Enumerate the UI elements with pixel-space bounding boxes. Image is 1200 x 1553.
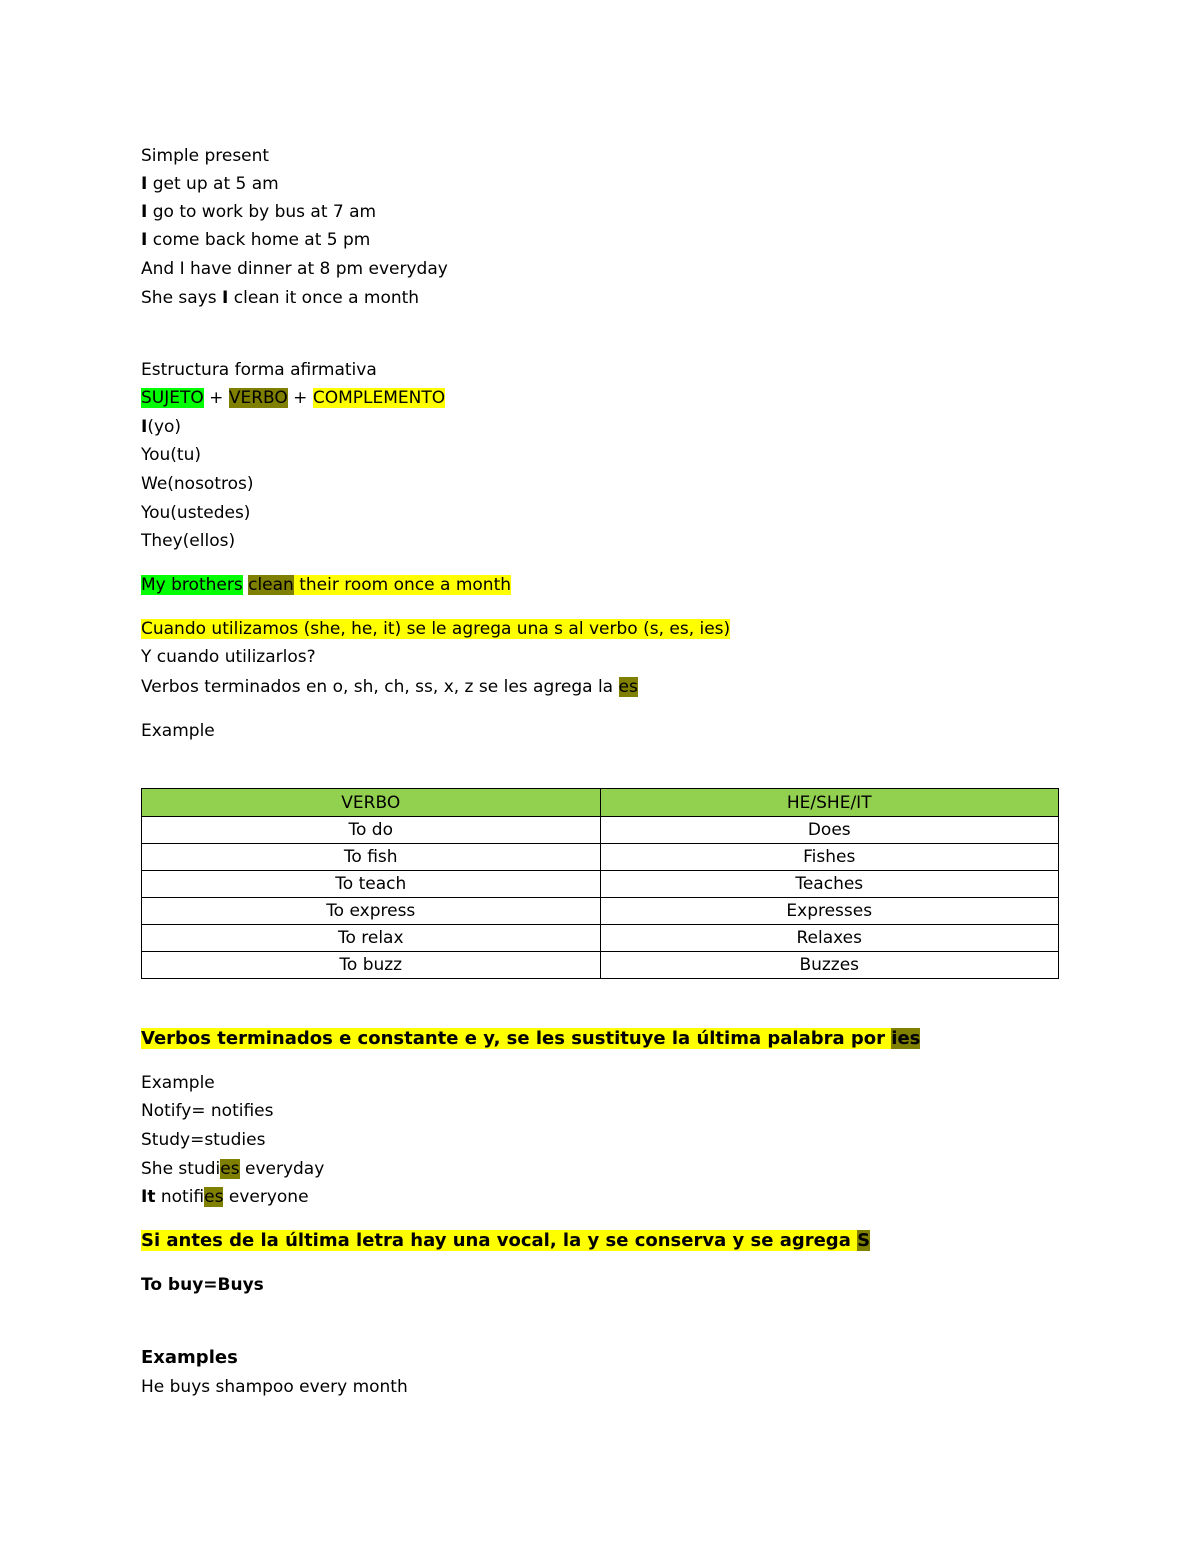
table-row: [142, 844, 1059, 871]
sentence-line: I go to work by bus at 7 am: [141, 202, 377, 222]
table-cell: Expresses: [600, 898, 1059, 925]
table-row: [142, 871, 1059, 898]
column-header: HE/SHE/IT: [600, 789, 1059, 817]
verb-table: [141, 788, 1059, 979]
pronoun-line: You(tu): [141, 445, 202, 465]
pronoun-line: You(ustedes): [141, 503, 251, 523]
sentence-line: I come back home at 5 pm: [141, 230, 371, 250]
table-row: [142, 925, 1059, 952]
question-line: Y cuando utilizarlos?: [141, 647, 316, 667]
table-header-row: [142, 789, 1059, 817]
endings-line: Verbos terminados en o, sh, ch, ss, x, z se les agrega la es: [141, 677, 638, 697]
table-cell: Buzzes: [600, 952, 1059, 979]
verb-highlight: VERBO: [228, 388, 288, 408]
table-cell: To do: [142, 817, 601, 844]
example-line: He buys shampoo every month: [141, 1377, 408, 1397]
example-label: Example: [141, 1073, 215, 1093]
rule-heading: Verbos terminados e constante e y, se les sustituye la última palabra por ies: [141, 1028, 921, 1049]
table-cell: Relaxes: [600, 925, 1059, 952]
table-cell: To express: [142, 898, 601, 925]
subject-highlight: SUJETO: [141, 388, 204, 408]
table-cell: To relax: [142, 925, 601, 952]
examples-heading: Examples: [141, 1347, 238, 1368]
table-cell: To fish: [142, 844, 601, 871]
table-cell: Teaches: [600, 871, 1059, 898]
pronoun-line: They(ellos): [141, 531, 236, 551]
example-label: Example: [141, 721, 215, 741]
table-row: [142, 898, 1059, 925]
sentence-line: And I have dinner at 8 pm everyday: [141, 259, 448, 279]
table-cell: To teach: [142, 871, 601, 898]
table-cell: Fishes: [600, 844, 1059, 871]
buy-line: To buy=Buys: [141, 1275, 264, 1295]
rule-heading: Si antes de la última letra hay una vocal, la y se conserva y se agrega S: [141, 1230, 871, 1251]
pronoun-line: I(yo): [141, 417, 182, 437]
sentence-line: She says I clean it once a month: [141, 288, 420, 308]
example-line: Notify= notifies: [141, 1101, 274, 1121]
rule-line: Cuando utilizamos (she, he, it) se le agrega una s al verbo (s, es, ies): [141, 619, 731, 639]
example-line: She studies everyday: [141, 1159, 325, 1179]
example-line: Study=studies: [141, 1130, 266, 1150]
table-row: [142, 817, 1059, 844]
table-cell: Does: [600, 817, 1059, 844]
example-line: It notifies everyone: [141, 1187, 309, 1207]
structure-heading: Estructura forma afirmativa: [141, 360, 377, 380]
structure-example: My brothers clean their room once a month: [141, 575, 512, 595]
section-title: Simple present: [141, 146, 270, 166]
pronoun-line: We(nosotros): [141, 474, 254, 494]
column-header: VERBO: [142, 789, 601, 817]
table-row: [142, 952, 1059, 979]
sentence-line: I get up at 5 am: [141, 174, 279, 194]
complement-highlight: COMPLEMENTO: [312, 388, 446, 408]
table-cell: To buzz: [142, 952, 601, 979]
structure-formula: SUJETO + VERBO + COMPLEMENTO: [141, 388, 446, 408]
